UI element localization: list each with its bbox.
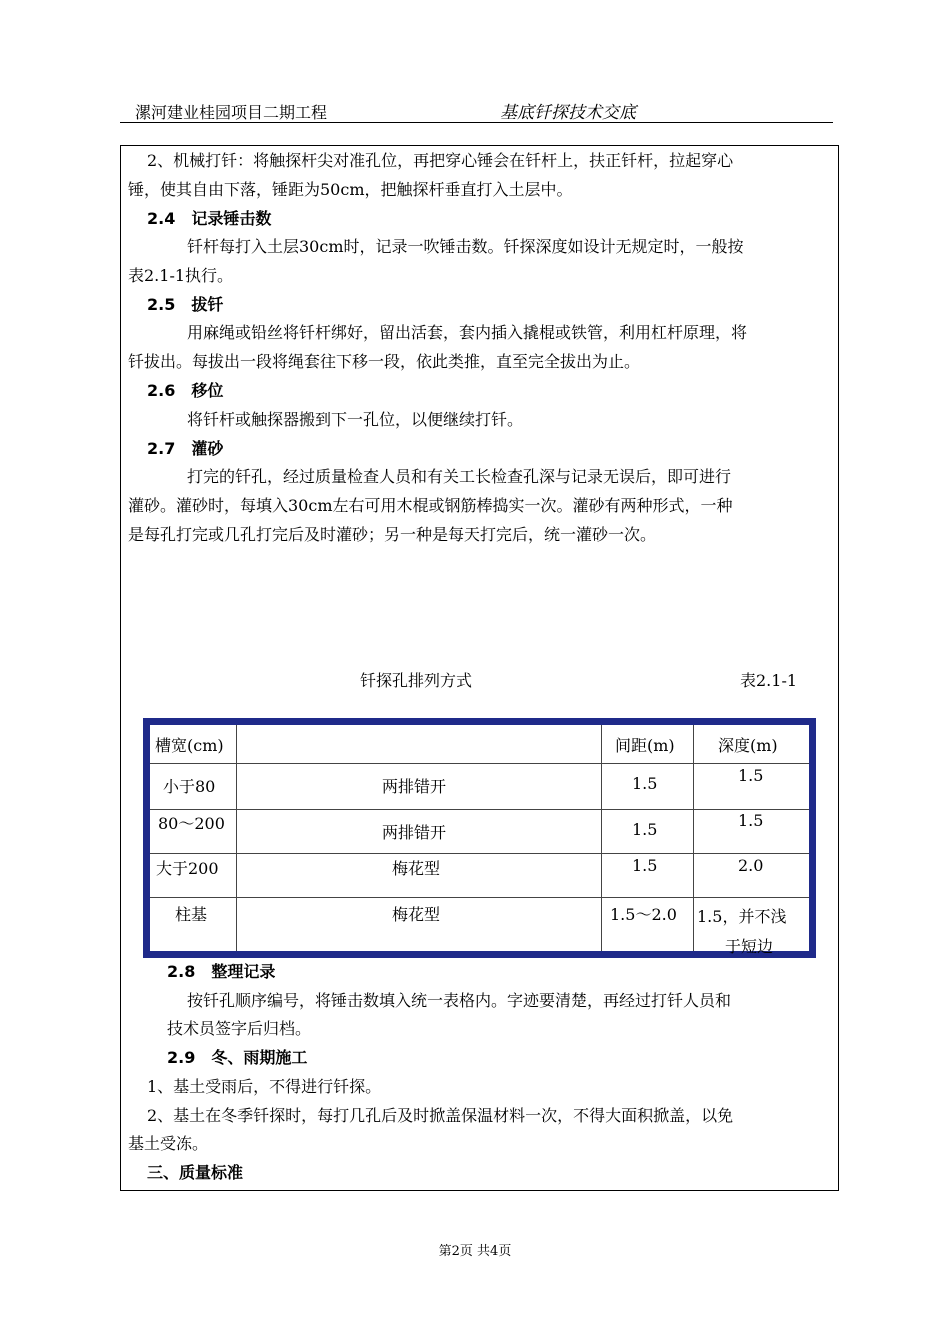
- header-rule: [120, 122, 833, 123]
- heading-2-7: 2.7 灌砂: [147, 439, 224, 458]
- table-cell: 大于200: [156, 859, 219, 878]
- header-document-title: 基底钎探技术交底: [500, 103, 636, 123]
- table-column-divider: [601, 725, 602, 951]
- table-cell: 1.5: [738, 766, 764, 785]
- page-number: 第2页 共4页: [438, 1244, 512, 1259]
- table-column-divider: [693, 725, 694, 951]
- table-row-divider: [150, 897, 809, 898]
- paragraph-2-4-line-1: 钎杆每打入土层30cm时，记录一吹锤击数。钎探深度如设计无规定时，一般按: [187, 237, 744, 256]
- heading-2-5: 2.5 拔钎: [147, 295, 224, 314]
- table-cell: 两排错开: [382, 823, 447, 842]
- heading-quality-standard: 三、质量标准: [147, 1163, 244, 1182]
- table-cell: 1.5: [632, 774, 658, 793]
- paragraph-2-5-line-1: 用麻绳或铅丝将钎杆绑好，留出活套，套内插入撬棍或铁管，利用杠杆原理，将: [187, 323, 748, 342]
- table-row-divider: [150, 763, 809, 764]
- heading-2-9: 2.9 冬、雨期施工: [167, 1048, 308, 1067]
- paragraph-2-9-line-1: 1、基土受雨后，不得进行钎探。: [147, 1077, 382, 1096]
- table-row-divider: [150, 809, 809, 810]
- table-header-cell: 深度(m): [718, 736, 778, 755]
- table-cell: 小于80: [163, 777, 216, 796]
- heading-2-8: 2.8 整理记录: [167, 962, 276, 981]
- table-cell: 2.0: [738, 856, 764, 875]
- table-number: 表2.1-1: [740, 671, 798, 690]
- paragraph-mechanical-line-1: 2、机械打钎：将触探杆尖对准孔位，再把穿心锤会在钎杆上，扶正钎杆，拉起穿心: [147, 151, 734, 170]
- paragraph-2-8-line-2: 技术员签字后归档。: [167, 1019, 312, 1038]
- table-cell: 1.5: [632, 856, 658, 875]
- paragraph-mechanical-line-2: 锤，使其自由下落，锤距为50cm，把触探杆垂直打入土层中。: [128, 180, 573, 199]
- table-caption: 钎探孔排列方式: [360, 671, 473, 690]
- table-row-divider: [150, 853, 809, 854]
- paragraph-2-7-line-1: 打完的钎孔，经过质量检查人员和有关工长检查孔深与记录无误后，即可进行: [187, 467, 732, 486]
- table-header-cell: 间距(m): [615, 736, 675, 755]
- paragraph-2-9-line-2: 2、基土在冬季钎探时，每打几孔后及时掀盖保温材料一次，不得大面积掀盖，以免: [147, 1106, 734, 1125]
- header-project-name: 漯河建业桂园项目二期工程: [135, 103, 328, 122]
- table-cell: 1.5～2.0: [610, 905, 677, 924]
- paragraph-2-8-line-1: 按钎孔顺序编号，将锤击数填入统一表格内。字迹要清楚，再经过打钎人员和: [187, 991, 732, 1010]
- table-column-divider: [236, 725, 237, 951]
- heading-2-6: 2.6 移位: [147, 381, 224, 400]
- table-cell: 于短边: [725, 937, 774, 956]
- heading-2-4: 2.4 记录锤击数: [147, 209, 272, 228]
- paragraph-2-6-line-1: 将钎杆或触探器搬到下一孔位，以便继续打钎。: [187, 410, 524, 429]
- table-cell: 柱基: [175, 905, 208, 924]
- table-cell: 1.5: [738, 811, 764, 830]
- paragraph-2-4-line-2: 表2.1-1执行。: [128, 266, 234, 285]
- paragraph-2-7-line-3: 是每孔打完或几孔打完后及时灌砂；另一种是每天打完后，统一灌砂一次。: [128, 525, 657, 544]
- table-cell: 1.5，并不浅: [697, 907, 787, 926]
- paragraph-2-9-line-3: 基土受冻。: [128, 1134, 209, 1153]
- table-cell: 梅花型: [392, 859, 441, 878]
- table-cell: 两排错开: [382, 777, 447, 796]
- table-cell: 梅花型: [392, 905, 441, 924]
- table-header-cell: 槽宽(cm): [155, 736, 224, 755]
- table-cell: 80～200: [158, 814, 225, 833]
- table-cell: 1.5: [632, 820, 658, 839]
- paragraph-2-7-line-2: 灌砂。灌砂时，每填入30cm左右可用木棍或钢筋棒捣实一次。灌砂有两种形式，一种: [128, 496, 733, 515]
- paragraph-2-5-line-2: 钎拔出。每拔出一段将绳套往下移一段，依此类推，直至完全拔出为止。: [128, 352, 641, 371]
